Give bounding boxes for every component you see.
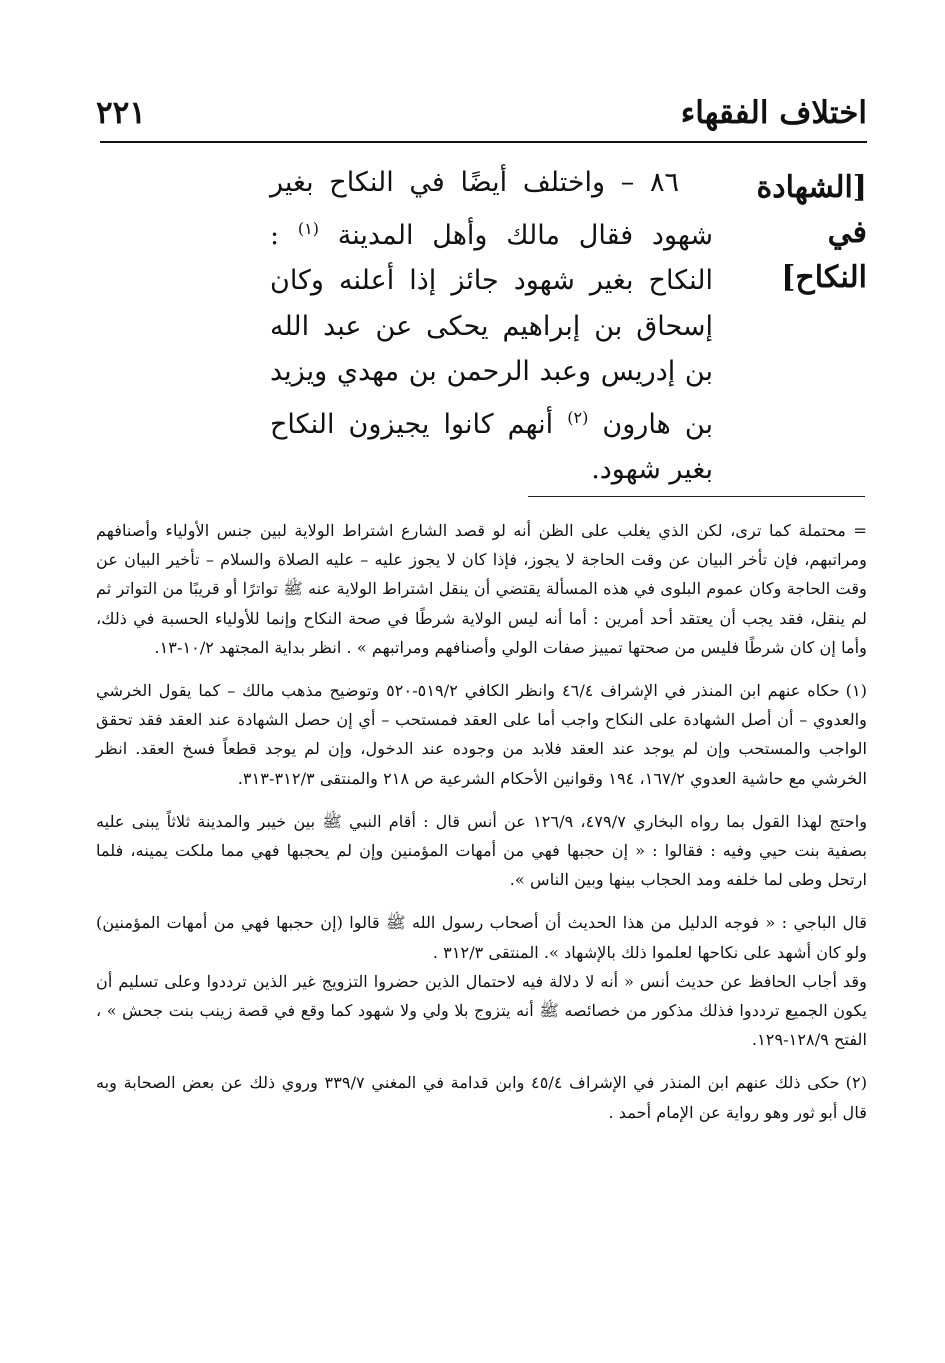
footnote-ref-2[interactable]: (٢) [567,407,589,427]
page-header [96,88,867,138]
footnotes-section [96,516,867,1127]
header-rule [100,141,867,143]
main-text-part-1: واختلف أيضًا في النكاح بغير شهود فقال مالك وأهل المدينة [270,167,713,251]
footnote-1-paragraph-4: وقد أجاب الحافظ عن حديث أنس « أنه لا دلالة فيه لاحتمال الذين حضروا التزويج غير الذين ترددوا وعلى تسليم أن يكون الجميع ترددوا فذلك مذكور من خصائصه ﷺ أنه يتزوج بلا ولي ولا شهود كما وقع في قصة زينب بنت جحش » ، الفتح ١٢٨/٩-١٢٩. [96,971,867,1050]
margin-heading: [الشهادة في النكاح] [756,170,867,295]
main-paragraph [270,160,713,493]
footnote-2 [96,1068,867,1126]
footnote-1-text: حكاه عنهم ابن المنذر في الإشراف ٤٦/٤ وانظر الكافي ٥١٩/٢-٥٢٠ وتوضيح مذهب مالك – كما يقول الخرشي والعدوي – أن أصل الشهادة على النكاح واجب أما على العقد فمستحب – أي إن حصل الشهادة عند العقد فقد تحقق الواجب والمستحب وإن لم يوجد عند العقد فلابد من وجوده عند الدخول، وإن لم يوجد قطعاً فسخ العقد. انظر الخرشي مع حاشية العدوي ١٦٧/٢، ١٩٤ وقوانين الأحكام الشرعية ص ٢١٨ والمنتقى ٣١٢/٣-٣١٣. [96,681,867,788]
footnote-continuation: = محتملة كما ترى، لكن الذي يغلب على الظن أنه لو قصد الشارع اشتراط الولاية لبين جنس الأولياء وأصنافهم ومراتبهم، فإن تأخر البيان عن وقت الحاجة لا يجوز، فإذا كان لا يجوز عليه – عليه الصلاة والسلام – تأخير البيان عن وقت الحاجة وكان عموم البلوى في هذه المسألة يقتضي أن ينقل اشتراط الولاية عنه ﷺ تواترًا أو قريبًا من التواتر ثم لم ينقل، فقد يجب أن يعتقد أحد أمرين : أما أنه ليس الولاية شرطًا في صحة النكاح وإنما للأولياء الحسبة في ذلك، وأما إن كان شرطًا فليس من صحتها تمييز صفات الولي وأصنافهم ومراتبهم » . انظر بداية المجتهد ١٠/٢-١٣. [96,521,867,657]
page-number: ٢٢١ [96,95,146,131]
running-title: اختلاف الفقهاء [680,95,867,131]
footnote-1-number: (١) [845,681,867,701]
issue-number: ٨٦ – [620,167,679,198]
main-text-part-3: أنهم كانوا يجيزون النكاح بغير شهود. [270,408,713,485]
footnote-1-paragraph-2: واحتج لهذا القول بما رواه البخاري ٤٧٩/٧، ١٢٦/٩ عن أنس قال : أقام النبي ﷺ بين خيبر والمدينة ثلاثاً يبنى عليه بصفية بنت حيي وفيه : فقالوا : « إن حجبها فهي من أمهات المؤمنين وإن لم يحجبها فهي مما ملكت يمينه، فلما ارتحل وطى لما خلفه ومد الحجاب بينها وبين الناس ». [96,811,868,890]
footnote-1 [96,676,867,793]
main-text-part-2: : النكاح بغير شهود جائز إذا أعلنه وكان إسحاق بن إبراهيم يحكى عن عبد الله بن إدريس وعبد الرحمن بن مهدي ويزيد بن هارون [270,219,713,440]
footnote-ref-1[interactable]: (١) [297,218,319,238]
footnote-separator [528,496,865,497]
footnote-2-text: حكى ذلك عنهم ابن المنذر في الإشراف ٤٥/٤ وابن قدامة في المغني ٣٣٩/٧ وروي ذلك عن بعض الصحابة وبه قال أبو ثور وهو رواية عن الإمام أحمد . [96,1073,867,1122]
footnote-2-number: (٢) [845,1073,868,1093]
footnote-1-paragraph-3: قال الباجي : « فوجه الدليل من هذا الحديث أن أصحاب رسول الله ﷺ قالوا (إن حجبها فهي من أمهات المؤمنين) ولو كان أشهد على نكاحها لعلموا ذلك بالإشهاد ». المنتقى ٣١٢/٣ . [96,913,867,962]
